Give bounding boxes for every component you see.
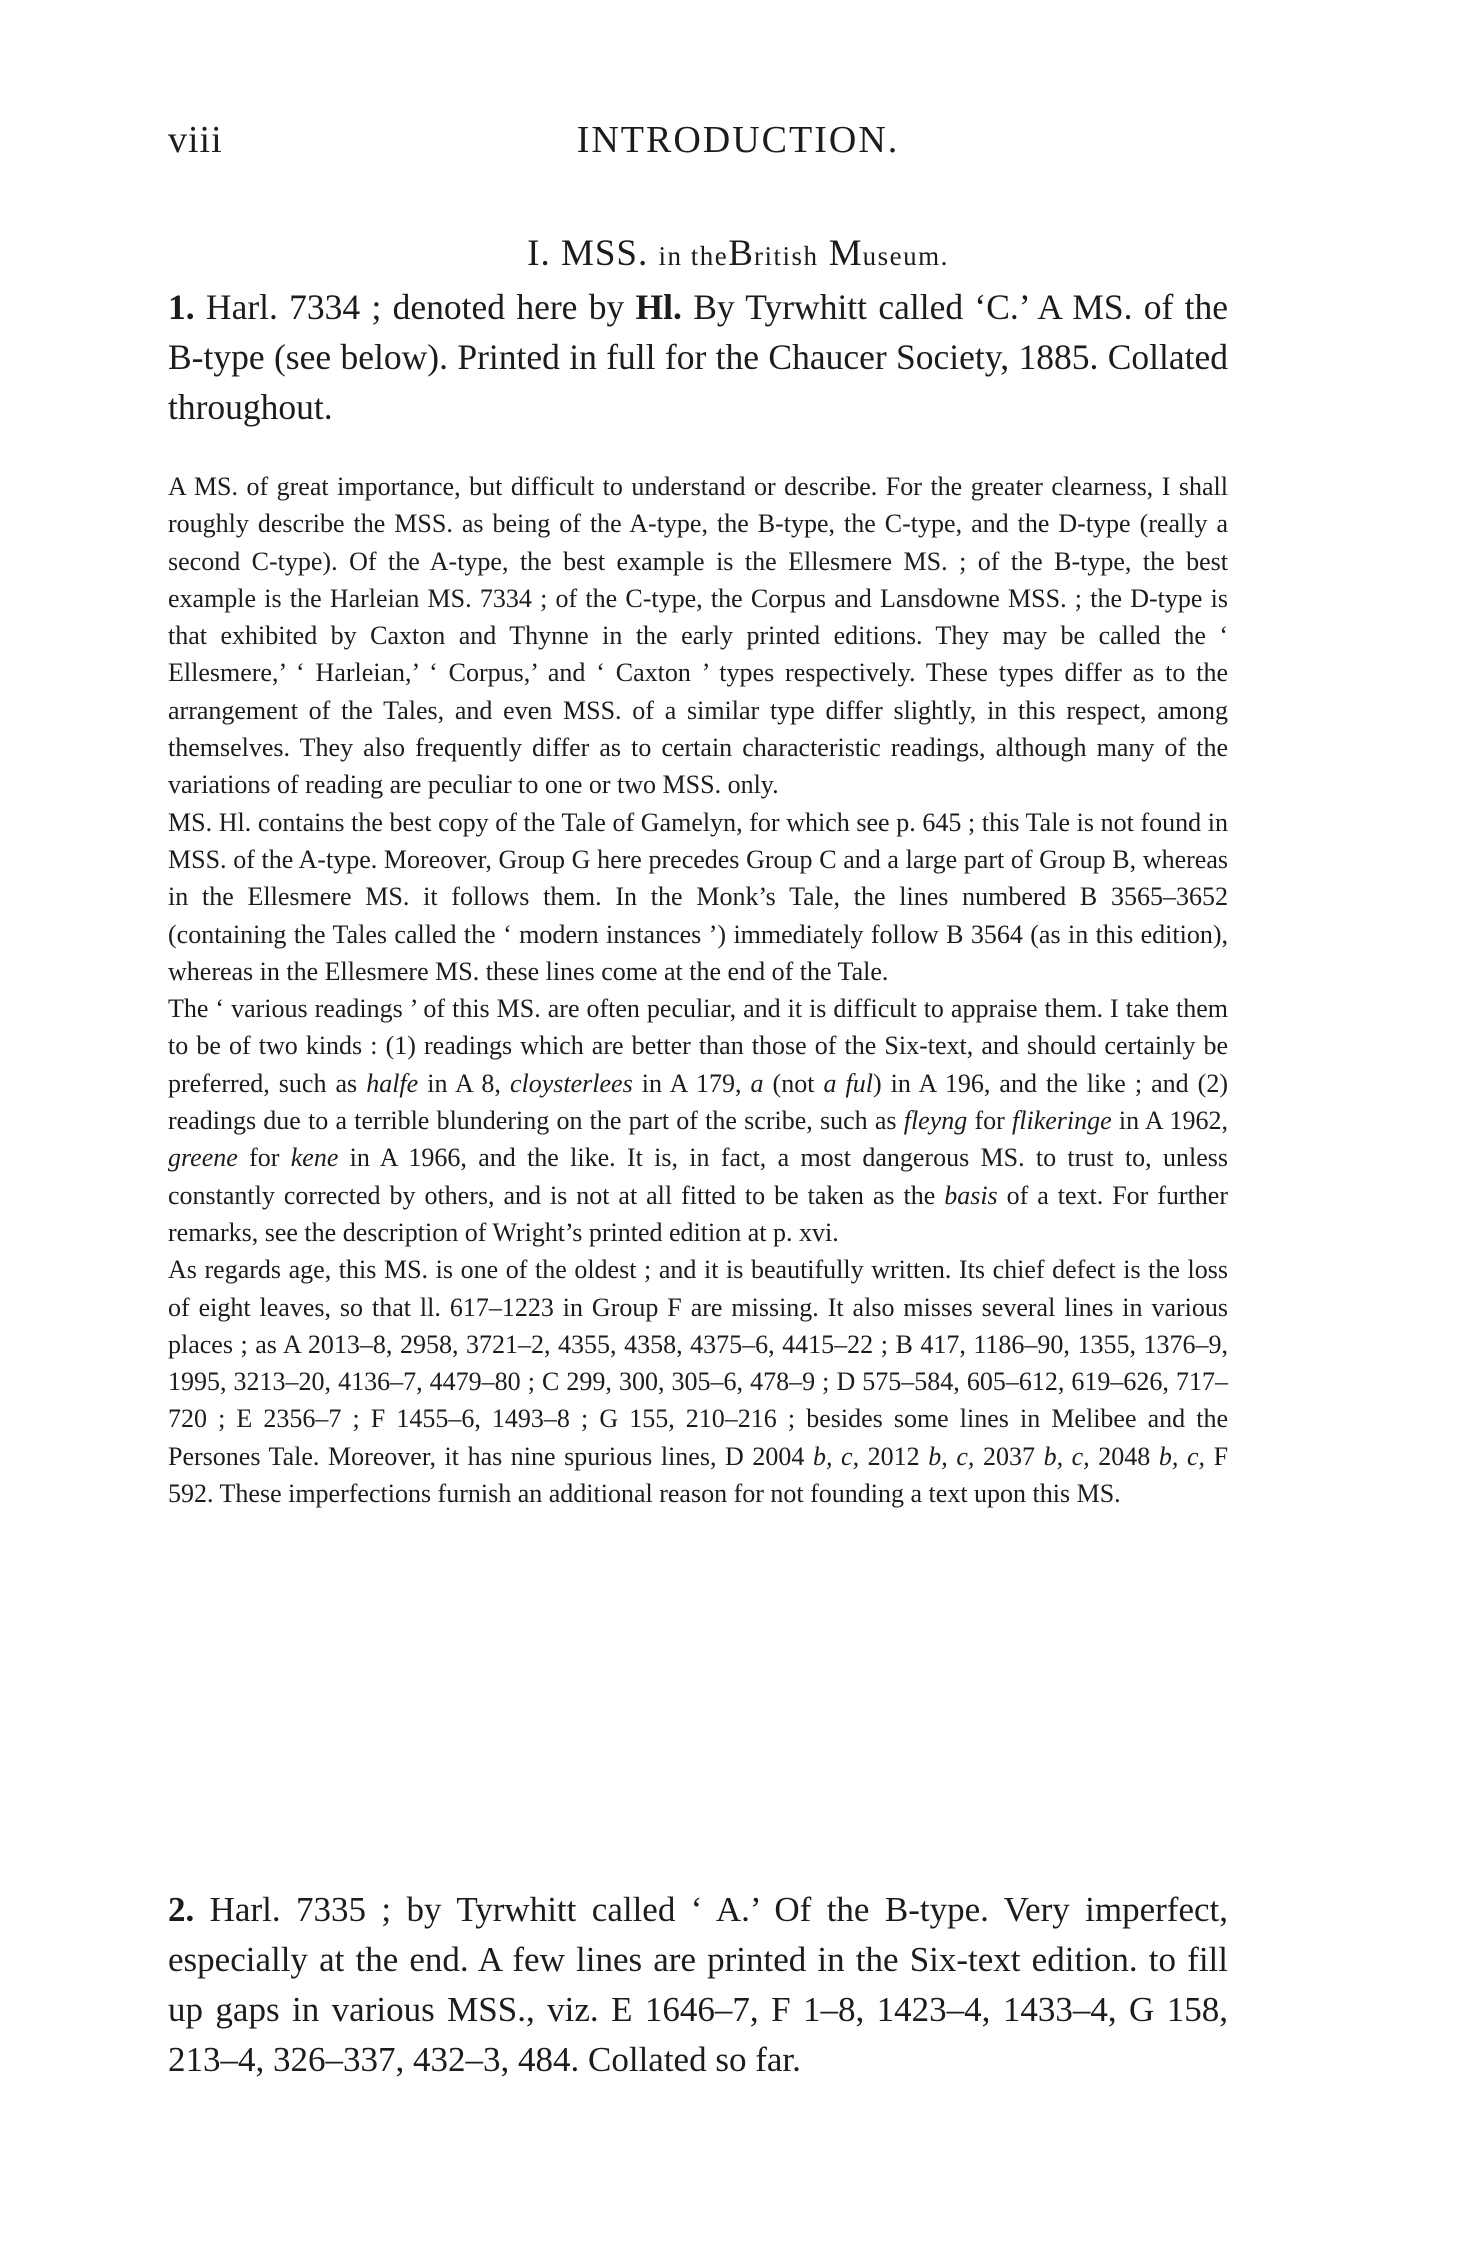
paragraph-4	[168, 1251, 1228, 1512]
p3-text-4: (not	[763, 1068, 824, 1098]
entry-2-number: 2.	[168, 1890, 195, 1929]
p3-text-6: for	[967, 1106, 1013, 1136]
entry-1-heading	[168, 282, 1228, 432]
section-numeral: I.	[527, 233, 551, 274]
entry-1-siglum: Hl.	[635, 287, 682, 327]
p3-italic-5: fleyng	[903, 1106, 968, 1136]
entry-1-number: 1.	[168, 287, 195, 327]
entry-1-text-b: By Tyrwhitt called ‘C.’ A MS. of the B-type (see below). Printed in full for the Chaucer Society, 1885. Collated throughout.	[168, 287, 1229, 427]
section-title-b: B	[728, 233, 754, 274]
p3-text-2: in A 8,	[418, 1068, 510, 1098]
entry-2-text: Harl. 7335 ; by Tyrwhitt called ‘ A.’ Of the B-type. Very imperfect, especially at the end. A few lines are printed in the Six-text edition. to fill up gaps in various MSS., viz. E 1646–7, F 1–8, 1423–4, 1433–4, G 158, 213–4, 326–337, 432–3, 484. Collated so far.	[168, 1890, 1228, 2079]
entry-2-heading	[168, 1885, 1228, 2085]
p3-text-1: The ‘ various readings ’ of this MS. are often peculiar, and it is difficult to appraise them. I take them to be of two kinds : (1) readings which are better than those of the Six-text, and should certainly be preferred, such as	[168, 994, 1228, 1098]
p3-italic-1: halfe	[366, 1068, 419, 1098]
paragraph-1: A MS. of great importance, but difficult to understand or describe. For the greater clearness, I shall roughly describe the MSS. as being of the A-type, the B-type, the C-type, and the D-type (really a second C-type). Of the A-type, the best example is the Ellesmere MS. ; of the B-type, the best example is the Harleian MS. 7334 ; of the C-type, the Corpus and Lansdowne MSS. ; the D-type is that exhibited by Caxton and Thynne in the early printed editions. They may be called the ‘ Ellesmere,’ ‘ Harleian,’ ‘ Corpus,’ and ‘ Caxton ’ types respectively. These types differ as to the arrangement of the Tales, and even MSS. of a similar type differ slightly, in this respect, among themselves. They also frequently differ as to certain characteristic readings, although many of the variations of reading are peculiar to one or two MSS. only.	[168, 472, 1228, 800]
running-head	[0, 118, 1476, 168]
entry-1-description	[168, 468, 1228, 1512]
p4-text-5: F 592. These imperfections furnish an additional reason for not founding a text upon this MS.	[168, 1441, 1229, 1509]
section-heading	[0, 232, 1476, 275]
paragraph-3	[168, 990, 1228, 1251]
p4-text-1: As regards age, this MS. is one of the oldest ; and it is beautifully written. Its chief defect is the loss of eight leaves, so that ll. 617–1223 in Group F are missing. It also misses several lines in various places ; as A 2013–8, 2958, 3721–2, 4355, 4358, 4375–6, 4415–22 ; B 417, 1186–90, 1355, 1376–9, 1995, 3213–20, 4136–7, 4479–80 ; C 299, 300, 305–6, 478–9 ; D 575–584, 605–612, 619–626, 717–720 ; E 2356–7 ; F 1455–6, 1493–8 ; G 155, 210–216 ; besides some lines in Melibee and the Persones Tale. Moreover, it has nine spurious lines, D 2004	[168, 1255, 1228, 1471]
p4-italic-4: b, c,	[1158, 1441, 1205, 1471]
paragraph-2: MS. Hl. contains the best copy of the Tale of Gamelyn, for which see p. 645 ; this Tale is not found in MSS. of the A-type. Moreover, Group G here precedes Group C and a large part of Group B, whereas in the Ellesmere MS. it follows them. In the Monk’s Tale, the lines numbered B 3565–3652 (containing the Tales called the ‘ modern instances ’) immediately follow B 3564 (as in this edition), whereas in the Ellesmere MS. these lines come at the end of the Tale.	[168, 807, 1228, 986]
section-title-m: M	[828, 233, 863, 274]
entry-1-text-a: Harl. 7334 ; denoted here by	[194, 287, 636, 327]
p3-text-10: of a text. For further remarks, see the description of Wright’s printed edition at p. xvi.	[168, 1180, 1229, 1247]
p3-italic-8: kene	[290, 1143, 339, 1173]
p3-text-7: in A 1962,	[1111, 1106, 1228, 1136]
section-title-ritish: ritish	[753, 241, 819, 271]
p3-italic-4: a ful	[823, 1068, 873, 1098]
section-title-mss: MSS.	[560, 233, 649, 274]
p3-italic-2: cloysterlees	[509, 1068, 633, 1098]
p4-italic-3: b, c,	[1043, 1441, 1090, 1471]
p4-text-3: 2037	[974, 1441, 1044, 1471]
p3-text-5: ) in A 196, and the like ; and (2) readings due to a terrible blundering on the part of the scribe, such as	[168, 1068, 1228, 1136]
p3-italic-3: a	[750, 1068, 764, 1098]
section-title-useum: useum.	[862, 241, 949, 271]
p3-text-8: for	[237, 1143, 291, 1173]
p3-italic-6: flikeringe	[1012, 1106, 1112, 1136]
p4-text-2: 2012	[859, 1441, 929, 1471]
p4-italic-2: b, c,	[928, 1441, 975, 1471]
p4-italic-1: b, c,	[812, 1441, 860, 1471]
p4-text-4: 2048	[1089, 1441, 1159, 1471]
p3-italic-7: greene	[168, 1143, 238, 1173]
section-title-in-the: in the	[658, 241, 729, 271]
p3-text-9: in A 1966, and the like. It is, in fact, a most dangerous MS. to trust to, unless constantly corrected by others, and is not at all fitted to be taken as the	[168, 1143, 1228, 1210]
page-number: viii	[168, 119, 223, 161]
p3-text-3: in A 179,	[632, 1068, 751, 1098]
p3-italic-9: basis	[944, 1180, 998, 1210]
running-title: INTRODUCTION.	[576, 119, 900, 161]
